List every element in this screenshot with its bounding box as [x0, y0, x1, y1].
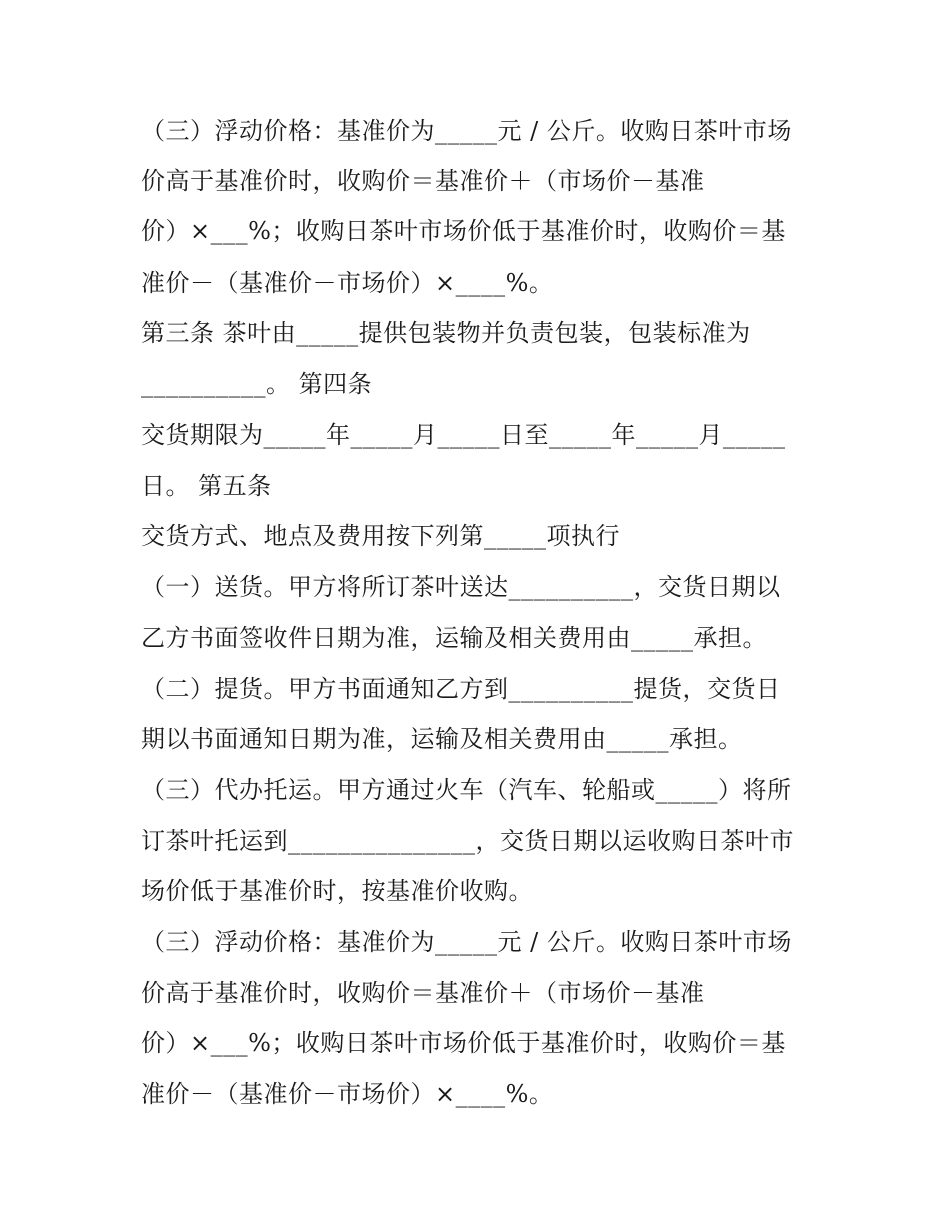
- text-line: （二）提货。甲方书面通知乙方到__________提货，交货日: [141, 675, 781, 703]
- text-line: 期以书面通知日期为准，运输及相关费用由_____承担。: [141, 725, 743, 753]
- text-line: 价高于基准价时，收购价＝基准价＋（市场价－基准: [141, 167, 705, 195]
- text-line: __________。 第四条: [141, 370, 373, 398]
- text-line: 价高于基准价时，收购价＝基准价＋（市场价－基准: [141, 979, 705, 1007]
- text-line: 日。 第五条: [141, 472, 272, 500]
- text-line: 第三条 茶叶由_____提供包装物并负责包装，包装标准为: [141, 319, 751, 347]
- text-line: 交货期限为_____年_____月_____日至_____年_____月_____: [141, 421, 786, 449]
- text-line: 价）×___%；收购日茶叶市场价低于基准价时，收购价＝基: [141, 1029, 786, 1057]
- text-line: （三）代办托运。甲方通过火车（汽车、轮船或_____）将所: [141, 776, 792, 804]
- text-line: 价）×___%；收购日茶叶市场价低于基准价时，收购价＝基: [141, 217, 786, 245]
- text-line: 订茶叶托运到_______________，交货日期以运收购日茶叶市: [141, 827, 794, 855]
- text-line: 准价－（基准价－市场价）×____%。: [141, 269, 554, 297]
- text-line: 场价低于基准价时，按基准价收购。: [141, 877, 533, 905]
- text-line: （一）送货。甲方将所订茶叶送达__________，交货日期以: [141, 573, 781, 601]
- text-line: 乙方书面签收件日期为准，运输及相关费用由_____承担。: [141, 624, 767, 652]
- text-line: 准价－（基准价－市场价）×____%。: [141, 1080, 554, 1108]
- text-line: 交货方式、地点及费用按下列第_____项执行: [141, 522, 620, 550]
- text-line: （三）浮动价格：基准价为_____元 / 公斤。收购日茶叶市场: [141, 928, 792, 956]
- text-line: （三）浮动价格：基准价为_____元 / 公斤。收购日茶叶市场: [141, 117, 792, 145]
